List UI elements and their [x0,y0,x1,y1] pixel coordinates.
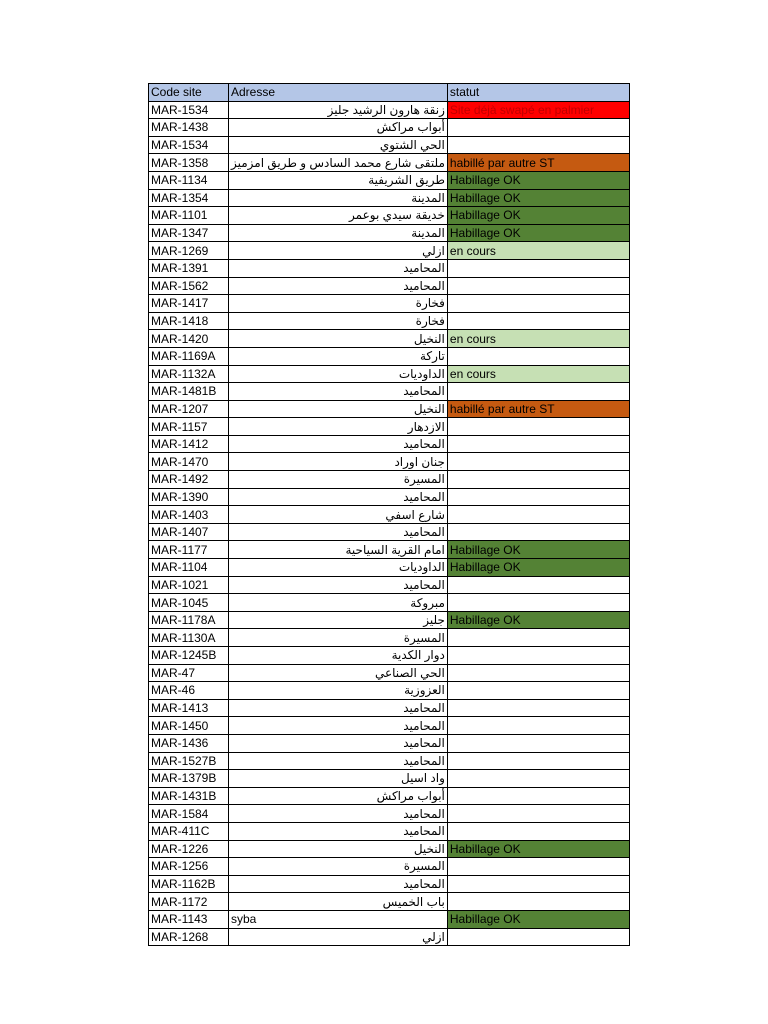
cell-code-site[interactable]: MAR-1492 [149,471,229,489]
table-row [149,682,630,700]
cell-statut[interactable] [447,383,629,401]
table-row [149,488,630,506]
table-row [149,171,630,189]
cell-code-site[interactable]: MAR-1358 [149,154,229,172]
cell-code-site[interactable]: MAR-1354 [149,189,229,207]
cell-statut[interactable]: Habillage OK [447,171,629,189]
table-row [149,594,630,612]
cell-adresse[interactable]: زنقة هارون الرشيد جليز [229,101,448,119]
cell-code-site[interactable]: MAR-1347 [149,224,229,242]
cell-code-site[interactable]: MAR-1379B [149,770,229,788]
cell-statut[interactable] [447,453,629,471]
cell-code-site[interactable]: MAR-1470 [149,453,229,471]
cell-statut[interactable] [447,119,629,137]
cell-adresse[interactable]: المحاميد [229,523,448,541]
cell-statut[interactable] [447,822,629,840]
table-row [149,259,630,277]
cell-adresse[interactable]: النخيل [229,330,448,348]
cell-adresse[interactable]: الداوديات [229,559,448,577]
table-row [149,347,630,365]
cell-statut[interactable] [447,717,629,735]
table-row [149,330,630,348]
cell-code-site[interactable]: MAR-1045 [149,594,229,612]
cell-adresse[interactable]: النخيل [229,400,448,418]
cell-adresse[interactable]: فخارة [229,295,448,313]
cell-statut[interactable] [447,471,629,489]
cell-code-site[interactable]: MAR-1172 [149,893,229,911]
table-row [149,101,630,119]
table-header [149,84,630,102]
cell-code-site[interactable]: MAR-1534 [149,101,229,119]
cell-adresse[interactable]: المحاميد [229,383,448,401]
cell-statut[interactable]: en cours [447,330,629,348]
cell-code-site[interactable]: MAR-1134 [149,171,229,189]
table-row [149,910,630,928]
cell-adresse[interactable]: المحاميد [229,717,448,735]
cell-statut[interactable] [447,312,629,330]
cell-statut[interactable]: Habillage OK [447,840,629,858]
cell-adresse[interactable]: خديقة سيدي بوعمر [229,207,448,225]
cell-code-site[interactable]: MAR-1269 [149,242,229,260]
table-row [149,471,630,489]
cell-statut[interactable] [447,787,629,805]
cell-adresse[interactable]: الحي الشتوي [229,136,448,154]
cell-adresse[interactable]: أبواب مراكش [229,787,448,805]
cell-adresse[interactable]: جليز [229,611,448,629]
cell-adresse[interactable]: جنان اوراد [229,453,448,471]
cell-statut[interactable] [447,664,629,682]
cell-statut[interactable] [447,928,629,946]
cell-statut[interactable]: habillé par autre ST [447,154,629,172]
cell-adresse[interactable]: الازدهار [229,418,448,436]
cell-code-site[interactable]: MAR-1413 [149,699,229,717]
cell-statut[interactable] [447,805,629,823]
cell-code-site[interactable]: MAR-1562 [149,277,229,295]
cell-statut[interactable]: Habillage OK [447,189,629,207]
header-code-site[interactable]: Code site [149,84,229,102]
cell-adresse[interactable]: باب الخميس [229,893,448,911]
table-row [149,893,630,911]
table-row [149,418,630,436]
table-row [149,224,630,242]
cell-adresse[interactable]: المحاميد [229,875,448,893]
cell-statut[interactable] [447,629,629,647]
cell-statut[interactable] [447,752,629,770]
cell-code-site[interactable]: MAR-1584 [149,805,229,823]
cell-statut[interactable] [447,682,629,700]
cell-code-site[interactable]: MAR-1420 [149,330,229,348]
cell-statut[interactable]: habillé par autre ST [447,400,629,418]
cell-statut[interactable]: en cours [447,365,629,383]
cell-adresse[interactable]: مبروكة [229,594,448,612]
cell-statut[interactable] [447,770,629,788]
cell-code-site[interactable]: MAR-1245B [149,647,229,665]
table-row [149,312,630,330]
cell-adresse[interactable]: شارع اسفي [229,506,448,524]
cell-code-site[interactable]: MAR-1021 [149,576,229,594]
cell-adresse[interactable]: المدينة [229,224,448,242]
table-row [149,207,630,225]
cell-adresse[interactable]: ازلي [229,928,448,946]
cell-statut[interactable] [447,576,629,594]
cell-code-site[interactable]: MAR-1169A [149,347,229,365]
cell-adresse[interactable]: المحاميد [229,699,448,717]
cell-code-site[interactable]: MAR-47 [149,664,229,682]
table-row [149,875,630,893]
header-statut[interactable]: statut [447,84,629,102]
table-body [149,101,630,946]
cell-adresse[interactable]: المسيرة [229,629,448,647]
cell-statut[interactable] [447,594,629,612]
table-row [149,453,630,471]
cell-code-site[interactable]: MAR-1390 [149,488,229,506]
table-row [149,717,630,735]
table-row [149,629,630,647]
cell-adresse[interactable]: المحاميد [229,488,448,506]
cell-code-site[interactable]: MAR-1268 [149,928,229,946]
cell-statut[interactable] [447,647,629,665]
table-row [149,400,630,418]
table-row [149,541,630,559]
cell-adresse[interactable]: المسيرة [229,471,448,489]
cell-adresse[interactable]: تاركة [229,347,448,365]
cell-adresse[interactable]: امام القرية السياحية [229,541,448,559]
table-row [149,119,630,137]
cell-statut[interactable] [447,523,629,541]
cell-code-site[interactable]: MAR-1527B [149,752,229,770]
cell-adresse[interactable]: النخيل [229,840,448,858]
cell-statut[interactable]: Habillage OK [447,224,629,242]
cell-statut[interactable] [447,858,629,876]
cell-statut[interactable]: Habillage OK [447,910,629,928]
cell-statut[interactable] [447,893,629,911]
cell-code-site[interactable]: MAR-1418 [149,312,229,330]
cell-code-site[interactable]: MAR-1450 [149,717,229,735]
spreadsheet-table [148,83,630,946]
table-row [149,576,630,594]
table-row [149,559,630,577]
table-row [149,136,630,154]
table-row [149,383,630,401]
cell-adresse[interactable]: المحاميد [229,259,448,277]
table-row [149,242,630,260]
cell-code-site[interactable]: MAR-1403 [149,506,229,524]
cell-statut[interactable] [447,347,629,365]
cell-code-site[interactable]: MAR-1132A [149,365,229,383]
table-row [149,752,630,770]
cell-code-site[interactable]: MAR-1436 [149,734,229,752]
cell-code-site[interactable]: MAR-1178A [149,611,229,629]
cell-adresse[interactable]: العزوزية [229,682,448,700]
cell-code-site[interactable]: MAR-1104 [149,559,229,577]
cell-statut[interactable]: Site déjà swapé en palmier [447,101,629,119]
cell-statut[interactable]: Habillage OK [447,541,629,559]
table-row [149,858,630,876]
table-row [149,189,630,207]
cell-code-site[interactable]: MAR-1101 [149,207,229,225]
cell-statut[interactable] [447,488,629,506]
cell-code-site[interactable]: MAR-1226 [149,840,229,858]
table-row [149,699,630,717]
table-row [149,928,630,946]
table-row [149,435,630,453]
cell-code-site[interactable]: MAR-1207 [149,400,229,418]
cell-adresse[interactable]: المحاميد [229,277,448,295]
table-row [149,734,630,752]
cell-code-site[interactable]: MAR-1417 [149,295,229,313]
cell-adresse[interactable]: واد اسيل [229,770,448,788]
cell-statut[interactable] [447,699,629,717]
cell-adresse[interactable]: المسيرة [229,858,448,876]
table-row [149,770,630,788]
cell-code-site[interactable]: MAR-1256 [149,858,229,876]
cell-statut[interactable]: Habillage OK [447,611,629,629]
cell-statut[interactable]: Habillage OK [447,207,629,225]
table-row [149,840,630,858]
cell-statut[interactable] [447,259,629,277]
cell-code-site[interactable]: MAR-1391 [149,259,229,277]
cell-code-site[interactable]: MAR-1438 [149,119,229,137]
cell-code-site[interactable]: MAR-1412 [149,435,229,453]
cell-statut[interactable] [447,875,629,893]
cell-adresse[interactable]: ازلي [229,242,448,260]
header-row [149,84,630,102]
cell-adresse[interactable]: المحاميد [229,734,448,752]
cell-statut[interactable] [447,136,629,154]
cell-adresse[interactable]: المحاميد [229,752,448,770]
cell-adresse[interactable]: أبواب مراكش [229,119,448,137]
cell-adresse[interactable]: دوار الكدية [229,647,448,665]
cell-code-site[interactable]: MAR-46 [149,682,229,700]
table-row [149,822,630,840]
table-row [149,523,630,541]
table-row [149,787,630,805]
cell-code-site[interactable]: MAR-1431B [149,787,229,805]
cell-adresse[interactable]: المحاميد [229,822,448,840]
cell-statut[interactable] [447,506,629,524]
cell-adresse[interactable]: الداوديات [229,365,448,383]
cell-adresse[interactable]: الحي الصناعي [229,664,448,682]
table-row [149,647,630,665]
cell-code-site[interactable]: MAR-1143 [149,910,229,928]
cell-adresse[interactable]: المحاميد [229,576,448,594]
table-row [149,295,630,313]
cell-statut[interactable] [447,295,629,313]
table-row [149,611,630,629]
cell-statut[interactable] [447,418,629,436]
cell-adresse[interactable]: ملتقى شارع محمد السادس و طريق امزميز [229,154,448,172]
header-adresse[interactable]: Adresse [229,84,448,102]
cell-statut[interactable] [447,435,629,453]
cell-code-site[interactable]: MAR-1407 [149,523,229,541]
table-row [149,154,630,172]
cell-adresse[interactable]: المحاميد [229,805,448,823]
cell-statut[interactable] [447,277,629,295]
cell-adresse[interactable]: المدينة [229,189,448,207]
cell-adresse[interactable]: syba [229,910,448,928]
table-row [149,664,630,682]
cell-statut[interactable]: en cours [447,242,629,260]
table-row [149,805,630,823]
cell-statut[interactable]: Habillage OK [447,559,629,577]
cell-code-site[interactable]: MAR-1157 [149,418,229,436]
cell-code-site[interactable]: MAR-1130A [149,629,229,647]
cell-code-site[interactable]: MAR-1481B [149,383,229,401]
table-row [149,277,630,295]
cell-adresse[interactable]: المحاميد [229,435,448,453]
cell-code-site[interactable]: MAR-1534 [149,136,229,154]
cell-statut[interactable] [447,734,629,752]
table-row [149,365,630,383]
cell-code-site[interactable]: MAR-1177 [149,541,229,559]
cell-adresse[interactable]: فخارة [229,312,448,330]
table-row [149,506,630,524]
cell-adresse[interactable]: طريق الشريفية [229,171,448,189]
cell-code-site[interactable]: MAR-1162B [149,875,229,893]
cell-code-site[interactable]: MAR-411C [149,822,229,840]
